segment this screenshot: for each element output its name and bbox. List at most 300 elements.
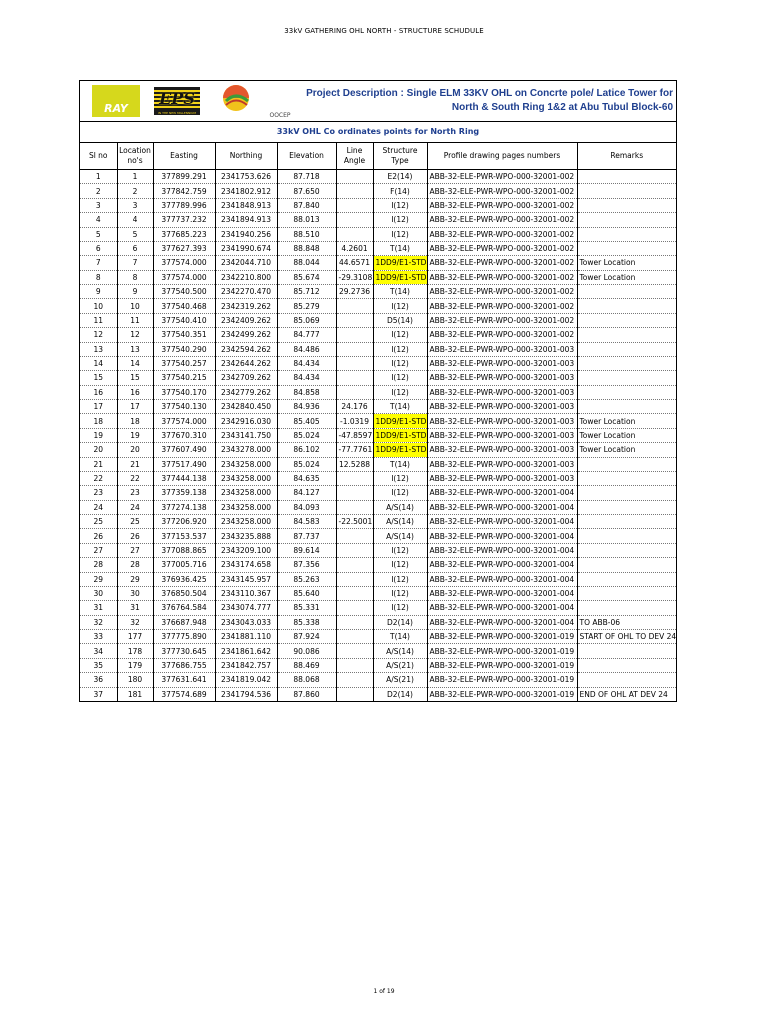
cell-remarks: [577, 486, 676, 500]
cell-remarks: [577, 313, 676, 327]
cell-easting: 377737.232: [153, 213, 215, 227]
cell-northing: 2343258.000: [215, 457, 277, 471]
cell-profile: ABB-32-ELE-PWR-WPO-000-32001-003: [427, 428, 577, 442]
cell-profile: ABB-32-ELE-PWR-WPO-000-32001-004: [427, 601, 577, 615]
cell-easting: 377540.130: [153, 400, 215, 414]
cell-structure-type: T(14): [373, 630, 427, 644]
table-row: [80, 285, 676, 299]
cell-northing: 2343145.957: [215, 572, 277, 586]
cell-sl-no: 9: [80, 285, 117, 299]
cell-line-angle: [336, 198, 373, 212]
cell-remarks: [577, 471, 676, 485]
cell-location: 7: [117, 256, 153, 270]
cell-profile: ABB-32-ELE-PWR-WPO-000-32001-004: [427, 515, 577, 529]
table-row: [80, 198, 676, 212]
cell-northing: 2343258.000: [215, 486, 277, 500]
cell-easting: 377670.310: [153, 428, 215, 442]
cell-location: 5: [117, 227, 153, 241]
cell-sl-no: 29: [80, 572, 117, 586]
cell-line-angle: [336, 644, 373, 658]
cell-location: 26: [117, 529, 153, 543]
table-row: [80, 170, 676, 184]
project-description: [272, 81, 676, 121]
cell-structure-type: I(12): [373, 227, 427, 241]
cell-structure-type: A/S(14): [373, 644, 427, 658]
ray-logo-text: RAY: [104, 102, 128, 115]
cell-profile: ABB-32-ELE-PWR-WPO-000-32001-002: [427, 328, 577, 342]
cell-remarks: Tower Location: [577, 443, 676, 457]
cell-line-angle: [336, 342, 373, 356]
cell-northing: 2341940.256: [215, 227, 277, 241]
cell-profile: ABB-32-ELE-PWR-WPO-000-32001-003: [427, 471, 577, 485]
cell-remarks: [577, 227, 676, 241]
cell-profile: ABB-32-ELE-PWR-WPO-000-32001-004: [427, 500, 577, 514]
cell-elevation: 84.858: [277, 385, 336, 399]
cell-elevation: 86.102: [277, 443, 336, 457]
cell-structure-type: I(12): [373, 572, 427, 586]
cell-northing: 2342210.800: [215, 270, 277, 284]
cell-easting: 377444.138: [153, 471, 215, 485]
cell-line-angle: [336, 313, 373, 327]
table-row: [80, 471, 676, 485]
schedule-sheet: [79, 80, 677, 702]
cell-profile: ABB-32-ELE-PWR-WPO-000-32001-002: [427, 299, 577, 313]
cell-northing: 2341990.674: [215, 241, 277, 255]
cell-northing: 2343278.000: [215, 443, 277, 457]
logo-strip: [80, 81, 291, 121]
cell-structure-type: I(12): [373, 371, 427, 385]
cell-line-angle: [336, 385, 373, 399]
cell-elevation: 88.510: [277, 227, 336, 241]
cell-structure-type: T(14): [373, 400, 427, 414]
cell-remarks: [577, 529, 676, 543]
cell-structure-type: A/S(21): [373, 658, 427, 672]
cell-remarks: [577, 558, 676, 572]
table-row: [80, 270, 676, 284]
cell-sl-no: 13: [80, 342, 117, 356]
cell-structure-type: I(12): [373, 601, 427, 615]
cell-structure-type: 1DD9/E1-STD: [373, 270, 427, 284]
cell-easting: 377274.138: [153, 500, 215, 514]
cell-profile: ABB-32-ELE-PWR-WPO-000-32001-004: [427, 586, 577, 600]
cell-location: 13: [117, 342, 153, 356]
cell-sl-no: 15: [80, 371, 117, 385]
col-header-remarks: Remarks: [577, 143, 676, 170]
cell-line-angle: -29.3108: [336, 270, 373, 284]
cell-northing: 2341753.626: [215, 170, 277, 184]
cell-profile: ABB-32-ELE-PWR-WPO-000-32001-003: [427, 457, 577, 471]
cell-profile: ABB-32-ELE-PWR-WPO-000-32001-004: [427, 486, 577, 500]
cell-easting: 377730.645: [153, 644, 215, 658]
cell-northing: 2343258.000: [215, 500, 277, 514]
cell-elevation: 87.924: [277, 630, 336, 644]
cell-profile: ABB-32-ELE-PWR-WPO-000-32001-019: [427, 644, 577, 658]
cell-location: 1: [117, 170, 153, 184]
cell-location: 21: [117, 457, 153, 471]
cell-remarks: [577, 500, 676, 514]
cell-line-angle: 12.5288: [336, 457, 373, 471]
cell-location: 4: [117, 213, 153, 227]
col-header-elevation: Elevation: [277, 143, 336, 170]
eps-logo-tagline: IN THE NEW MILLENNIUM: [158, 111, 196, 115]
table-row: [80, 515, 676, 529]
table-row: [80, 328, 676, 342]
cell-location: 6: [117, 241, 153, 255]
cell-line-angle: 4.2601: [336, 241, 373, 255]
cell-line-angle: [336, 558, 373, 572]
cell-remarks: [577, 184, 676, 198]
cell-location: 14: [117, 356, 153, 370]
cell-easting: 377540.410: [153, 313, 215, 327]
cell-line-angle: [336, 543, 373, 557]
col-header-location: Location no's: [117, 143, 153, 170]
cell-line-angle: -22.5001: [336, 515, 373, 529]
cell-sl-no: 35: [80, 658, 117, 672]
cell-profile: ABB-32-ELE-PWR-WPO-000-32001-003: [427, 400, 577, 414]
cell-elevation: 85.024: [277, 457, 336, 471]
cell-location: 179: [117, 658, 153, 672]
cell-sl-no: 17: [80, 400, 117, 414]
cell-northing: 2343174.658: [215, 558, 277, 572]
cell-elevation: 85.712: [277, 285, 336, 299]
cell-elevation: 87.840: [277, 198, 336, 212]
cell-profile: ABB-32-ELE-PWR-WPO-000-32001-002: [427, 227, 577, 241]
cell-location: 10: [117, 299, 153, 313]
cell-profile: ABB-32-ELE-PWR-WPO-000-32001-002: [427, 213, 577, 227]
table-row: [80, 615, 676, 629]
table-row: [80, 543, 676, 557]
cell-elevation: 84.093: [277, 500, 336, 514]
cell-easting: 377540.351: [153, 328, 215, 342]
cell-line-angle: [336, 500, 373, 514]
cell-remarks: Tower Location: [577, 256, 676, 270]
cell-location: 24: [117, 500, 153, 514]
cell-remarks: [577, 299, 676, 313]
table-row: [80, 342, 676, 356]
cell-easting: 377540.500: [153, 285, 215, 299]
cell-remarks: [577, 515, 676, 529]
cell-elevation: 84.434: [277, 356, 336, 370]
cell-elevation: 87.356: [277, 558, 336, 572]
cell-sl-no: 16: [80, 385, 117, 399]
cell-profile: ABB-32-ELE-PWR-WPO-000-32001-004: [427, 615, 577, 629]
cell-location: 2: [117, 184, 153, 198]
cell-northing: 2341894.913: [215, 213, 277, 227]
cell-profile: ABB-32-ELE-PWR-WPO-000-32001-003: [427, 356, 577, 370]
cell-northing: 2341819.042: [215, 673, 277, 687]
cell-easting: 377685.223: [153, 227, 215, 241]
cell-remarks: [577, 457, 676, 471]
cell-northing: 2341794.536: [215, 687, 277, 701]
cell-easting: 377206.920: [153, 515, 215, 529]
cell-profile: ABB-32-ELE-PWR-WPO-000-32001-002: [427, 256, 577, 270]
cell-elevation: 85.024: [277, 428, 336, 442]
cell-line-angle: [336, 630, 373, 644]
cell-remarks: [577, 342, 676, 356]
cell-line-angle: [336, 658, 373, 672]
cell-elevation: 88.068: [277, 673, 336, 687]
cell-sl-no: 10: [80, 299, 117, 313]
cell-northing: 2341848.913: [215, 198, 277, 212]
cell-northing: 2343043.033: [215, 615, 277, 629]
cell-structure-type: A/S(21): [373, 673, 427, 687]
cell-easting: 377540.257: [153, 356, 215, 370]
table-row: [80, 385, 676, 399]
table-row: [80, 356, 676, 370]
cell-structure-type: 1DD9/E1-STD: [373, 256, 427, 270]
cell-sl-no: 3: [80, 198, 117, 212]
cell-structure-type: I(12): [373, 198, 427, 212]
cell-northing: 2342594.262: [215, 342, 277, 356]
table-row: [80, 687, 676, 701]
table-row: [80, 299, 676, 313]
cell-elevation: 88.848: [277, 241, 336, 255]
cell-easting: 377540.468: [153, 299, 215, 313]
cell-elevation: 88.013: [277, 213, 336, 227]
cell-structure-type: I(12): [373, 342, 427, 356]
cell-elevation: 84.486: [277, 342, 336, 356]
table-row: [80, 486, 676, 500]
cell-sl-no: 5: [80, 227, 117, 241]
cell-sl-no: 8: [80, 270, 117, 284]
table-row: [80, 500, 676, 514]
cell-easting: 377574.000: [153, 270, 215, 284]
cell-northing: 2341881.110: [215, 630, 277, 644]
cell-sl-no: 6: [80, 241, 117, 255]
cell-northing: 2342916.030: [215, 414, 277, 428]
document-title: 33kV GATHERING OHL NORTH - STRUCTURE SCHUDULE: [284, 27, 484, 35]
cell-elevation: 85.674: [277, 270, 336, 284]
cell-easting: 377789.996: [153, 198, 215, 212]
cell-structure-type: A/S(14): [373, 515, 427, 529]
cell-structure-type: 1DD9/E1-STD: [373, 443, 427, 457]
eps-logo-text: EPS: [159, 89, 195, 108]
cell-remarks: END OF OHL AT DEV 24: [579, 689, 668, 699]
table-row: [80, 644, 676, 658]
cell-easting: 377540.290: [153, 342, 215, 356]
cell-sl-no: 1: [80, 170, 117, 184]
cell-structure-type: A/S(14): [373, 500, 427, 514]
cell-remarks: [577, 673, 676, 687]
table-row: [80, 658, 676, 672]
cell-remarks: [577, 285, 676, 299]
cell-northing: 2343258.000: [215, 515, 277, 529]
cell-structure-type: I(12): [373, 385, 427, 399]
table-row: [80, 673, 676, 687]
cell-structure-type: I(12): [373, 356, 427, 370]
cell-line-angle: [336, 673, 373, 687]
cell-profile: ABB-32-ELE-PWR-WPO-000-32001-004: [427, 558, 577, 572]
cell-line-angle: 24.176: [336, 400, 373, 414]
cell-line-angle: [336, 471, 373, 485]
table-row: [80, 371, 676, 385]
cell-line-angle: [336, 356, 373, 370]
cell-easting: 377088.865: [153, 543, 215, 557]
cell-elevation: 89.614: [277, 543, 336, 557]
cell-location: 30: [117, 586, 153, 600]
table-row: [80, 558, 676, 572]
coordinates-table: [80, 143, 676, 701]
cell-sl-no: 34: [80, 644, 117, 658]
cell-elevation: 88.469: [277, 658, 336, 672]
cell-profile: ABB-32-ELE-PWR-WPO-000-32001-003: [427, 443, 577, 457]
cell-profile: ABB-32-ELE-PWR-WPO-000-32001-002: [427, 270, 577, 284]
table-row: [80, 529, 676, 543]
cell-profile: ABB-32-ELE-PWR-WPO-000-32001-003: [427, 385, 577, 399]
table-row: [80, 241, 676, 255]
cell-easting: 377899.291: [153, 170, 215, 184]
cell-structure-type: T(14): [373, 457, 427, 471]
cell-elevation: 87.860: [277, 687, 336, 701]
cell-line-angle: -1.0319: [336, 414, 373, 428]
cell-location: 20: [117, 443, 153, 457]
cell-line-angle: [336, 615, 373, 629]
oocep-logo-text: OOCEP: [269, 112, 291, 119]
cell-northing: 2341842.757: [215, 658, 277, 672]
cell-northing: 2343141.750: [215, 428, 277, 442]
cell-sl-no: 36: [80, 673, 117, 687]
cell-easting: 377574.000: [153, 256, 215, 270]
cell-elevation: 87.718: [277, 170, 336, 184]
cell-remarks: [577, 385, 676, 399]
cell-northing: 2342644.262: [215, 356, 277, 370]
cell-structure-type: 1DD9/E1-STD: [373, 414, 427, 428]
cell-remarks: [577, 586, 676, 600]
cell-profile: ABB-32-ELE-PWR-WPO-000-32001-003: [427, 371, 577, 385]
cell-easting: 377607.490: [153, 443, 215, 457]
cell-sl-no: 2: [80, 184, 117, 198]
project-line-1: Project Description : Single ELM 33KV OHL on Concrte pole/ Latice Tower for: [306, 88, 673, 99]
cell-structure-type: A/S(14): [373, 529, 427, 543]
cell-sl-no: 7: [80, 256, 117, 270]
cell-profile: ABB-32-ELE-PWR-WPO-000-32001-002: [427, 184, 577, 198]
cell-sl-no: 22: [80, 471, 117, 485]
table-row: [80, 601, 676, 615]
ray-logo: [92, 85, 140, 117]
cell-easting: 377359.138: [153, 486, 215, 500]
table-row: [80, 443, 676, 457]
cell-elevation: 84.583: [277, 515, 336, 529]
table-subtitle: 33kV OHL Co ordinates points for North Ring: [80, 122, 676, 143]
cell-structure-type: I(12): [373, 486, 427, 500]
cell-sl-no: 25: [80, 515, 117, 529]
cell-line-angle: [336, 687, 373, 701]
table-row: [80, 586, 676, 600]
cell-line-angle: [336, 586, 373, 600]
cell-northing: 2343235.888: [215, 529, 277, 543]
cell-sl-no: 19: [80, 428, 117, 442]
cell-northing: 2342499.262: [215, 328, 277, 342]
cell-location: 18: [117, 414, 153, 428]
cell-location: 28: [117, 558, 153, 572]
cell-sl-no: 31: [80, 601, 117, 615]
cell-elevation: 84.777: [277, 328, 336, 342]
cell-profile: ABB-32-ELE-PWR-WPO-000-32001-019: [427, 687, 577, 701]
cell-line-angle: -77.7761: [336, 443, 373, 457]
cell-location: 177: [117, 630, 153, 644]
cell-easting: 377540.170: [153, 385, 215, 399]
cell-easting: 377574.000: [153, 414, 215, 428]
cell-elevation: 85.640: [277, 586, 336, 600]
cell-northing: 2342840.450: [215, 400, 277, 414]
table-row: [80, 213, 676, 227]
cell-easting: 377627.393: [153, 241, 215, 255]
cell-sl-no: 28: [80, 558, 117, 572]
table-row: [80, 630, 676, 644]
cell-location: 9: [117, 285, 153, 299]
cell-line-angle: [336, 184, 373, 198]
cell-structure-type: D2(14): [373, 615, 427, 629]
cell-location: 23: [117, 486, 153, 500]
cell-profile: ABB-32-ELE-PWR-WPO-000-32001-003: [427, 414, 577, 428]
cell-sl-no: 20: [80, 443, 117, 457]
table-row: [80, 313, 676, 327]
cell-sl-no: 23: [80, 486, 117, 500]
cell-structure-type: I(12): [373, 213, 427, 227]
cell-sl-no: 11: [80, 313, 117, 327]
cell-easting: 376936.425: [153, 572, 215, 586]
cell-easting: 377631.641: [153, 673, 215, 687]
cell-structure-type: D5(14): [373, 313, 427, 327]
cell-northing: 2342270.470: [215, 285, 277, 299]
cell-location: 12: [117, 328, 153, 342]
cell-remarks: [577, 371, 676, 385]
cell-northing: 2342319.262: [215, 299, 277, 313]
cell-location: 8: [117, 270, 153, 284]
col-header-sl: Sl no: [80, 143, 117, 170]
cell-structure-type: I(12): [373, 586, 427, 600]
cell-sl-no: 30: [80, 586, 117, 600]
cell-sl-no: 26: [80, 529, 117, 543]
cell-remarks: [577, 644, 676, 658]
cell-profile: ABB-32-ELE-PWR-WPO-000-32001-003: [427, 342, 577, 356]
cell-remarks: TO ABB-06: [577, 615, 676, 629]
cell-elevation: 85.405: [277, 414, 336, 428]
table-header-row: [80, 143, 676, 170]
cell-sl-no: 33: [80, 630, 117, 644]
cell-location: 17: [117, 400, 153, 414]
cell-northing: 2342409.262: [215, 313, 277, 327]
table-row: [80, 428, 676, 442]
cell-remarks: [577, 328, 676, 342]
cell-elevation: 87.650: [277, 184, 336, 198]
cell-structure-type: I(12): [373, 328, 427, 342]
cell-profile: ABB-32-ELE-PWR-WPO-000-32001-002: [427, 241, 577, 255]
cell-easting: 376764.584: [153, 601, 215, 615]
cell-profile: ABB-32-ELE-PWR-WPO-000-32001-002: [427, 285, 577, 299]
oocep-emblem-icon: [214, 83, 258, 113]
cell-remarks: Tower Location: [577, 428, 676, 442]
cell-easting: 377005.716: [153, 558, 215, 572]
cell-sl-no: 27: [80, 543, 117, 557]
page-number: 1 of 19: [373, 988, 395, 995]
cell-easting: 377686.755: [153, 658, 215, 672]
cell-profile: ABB-32-ELE-PWR-WPO-000-32001-002: [427, 170, 577, 184]
cell-structure-type: T(14): [373, 241, 427, 255]
table-body: [80, 170, 676, 701]
cell-elevation: 84.936: [277, 400, 336, 414]
cell-structure-type: I(12): [373, 299, 427, 313]
col-header-structure-type: Structure Type: [373, 143, 427, 170]
cell-easting: 377842.759: [153, 184, 215, 198]
cell-location: 3: [117, 198, 153, 212]
sheet-header: [80, 81, 676, 122]
cell-remarks: [577, 213, 676, 227]
cell-location: 178: [117, 644, 153, 658]
cell-line-angle: [336, 213, 373, 227]
table-row: [80, 400, 676, 414]
col-header-northing: Northing: [215, 143, 277, 170]
